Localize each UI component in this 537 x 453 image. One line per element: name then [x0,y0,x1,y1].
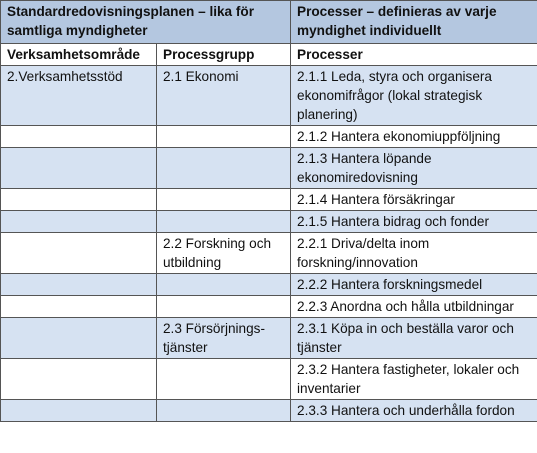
column-header-processgrupp: Processgrupp [157,44,291,66]
cell-area [1,126,157,148]
cell-process: 2.2.2 Hantera forskningsmedel [291,274,537,296]
cell-area [1,189,157,211]
cell-area [1,400,157,422]
cell-area [1,274,157,296]
cell-area [1,233,157,274]
header-processes: Processer – definieras av varje myndighet individuellt [291,1,537,44]
cell-process: 2.1.2 Hantera ekonomiuppföljning [291,126,537,148]
column-header-processer: Processer [291,44,537,66]
cell-process: 2.1.4 Hantera försäkringar [291,189,537,211]
cell-group: 2.1 Ekonomi [157,66,291,126]
table-row [1,400,537,422]
column-header-row [1,44,537,66]
cell-process: 2.3.2 Hantera fastigheter, lokaler och inventarier [291,359,537,400]
cell-group: 2.2 Forskning och utbildning [157,233,291,274]
table-header-row [1,1,537,44]
cell-area [1,296,157,318]
cell-area: 2.Verksamhetsstöd [1,66,157,126]
column-header-verksamhetsomrade: Verksamhetsområde [1,44,157,66]
cell-process: 2.1.5 Hantera bidrag och fonder [291,211,537,233]
cell-process: 2.1.1 Leda, styra och organisera ekonomifrågor (lokal strategisk planering) [291,66,537,126]
cell-process: 2.3.3 Hantera och underhålla fordon [291,400,537,422]
table-row [1,126,537,148]
cell-area [1,318,157,359]
table-row [1,318,537,359]
cell-area [1,211,157,233]
cell-process: 2.2.3 Anordna och hålla utbildningar [291,296,537,318]
table-row [1,359,537,400]
cell-group [157,274,291,296]
cell-group: 2.3 Försörjnings-tjänster [157,318,291,359]
cell-group [157,296,291,318]
header-standard-plan: Standardredovisningsplanen – lika för samtliga myndigheter [1,1,291,44]
table-row [1,296,537,318]
cell-process: 2.3.1 Köpa in och beställa varor och tjänster [291,318,537,359]
cell-group [157,148,291,189]
cell-process: 2.2.1 Driva/delta inom forskning/innovation [291,233,537,274]
cell-area [1,148,157,189]
cell-group [157,400,291,422]
cell-group [157,126,291,148]
table-row [1,211,537,233]
table-row [1,66,537,126]
cell-area [1,359,157,400]
table-row [1,189,537,211]
cell-group [157,359,291,400]
table-row [1,148,537,189]
cell-group [157,189,291,211]
cell-process: 2.1.3 Hantera löpande ekonomiredovisning [291,148,537,189]
table-row [1,274,537,296]
table-row [1,233,537,274]
cell-group [157,211,291,233]
